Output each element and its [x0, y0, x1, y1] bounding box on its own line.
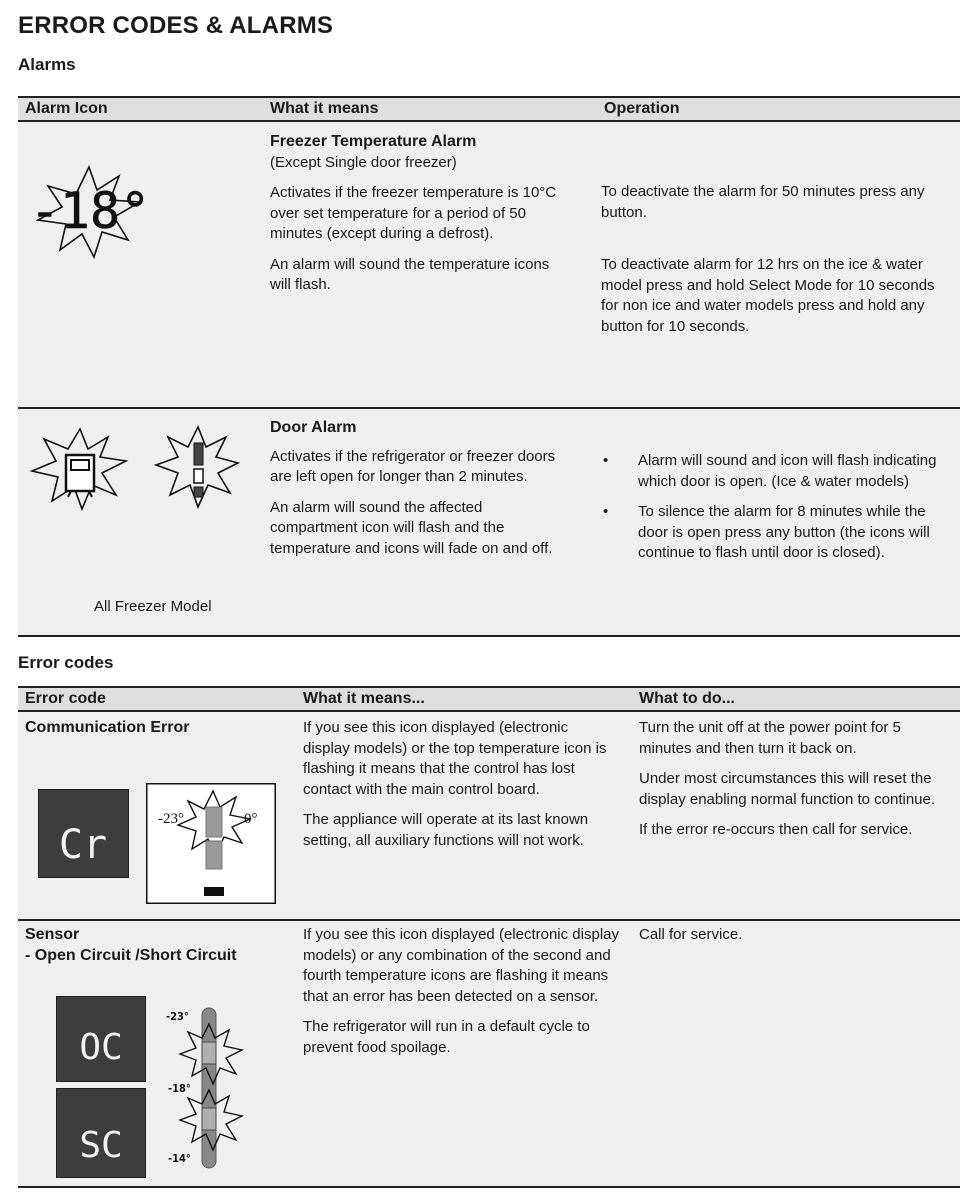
error-codes-table [18, 686, 960, 1188]
lcd-display-icon [39, 790, 128, 877]
sensor-code-oc: OC [79, 1027, 123, 1068]
door-alarm-bullet-1 [601, 451, 941, 492]
freezer-alarm-operation [601, 182, 951, 347]
row-divider [18, 407, 960, 409]
comm-error-title: Communication Error [25, 719, 190, 736]
bullet-symbol: • [603, 503, 609, 520]
freezer-alarm-meaning-1: Activates if the freezer temperature is 10°C over set temperature for a period of 50 minutes (except during a defrost). [270, 184, 557, 242]
row-divider [18, 919, 960, 921]
temperature-bar-icon [156, 427, 238, 507]
comm-error-lcd [38, 789, 129, 878]
door-alarm-icons [30, 421, 240, 516]
comm-error-meaning-2: The appliance will operate at its last known setting, all auxiliary functions will not work. [303, 811, 589, 849]
sensor-error-meaning [303, 925, 623, 1068]
sensor-error-title [25, 925, 237, 966]
door-alarm-bullet-text-1: Alarm will sound and icon will flash indicating which door is open. (Ice & water models) [638, 452, 937, 490]
sensor-temp-3: -14° [168, 1152, 191, 1165]
comm-error-code: Cr [58, 822, 108, 868]
sensor-error-title-2: - Open Circuit /Short Circuit [25, 946, 237, 964]
door-alarm-title: Door Alarm [270, 419, 357, 436]
comm-error-todo-3: If the error re-occurs then call for service. [639, 821, 913, 838]
door-alarm-meaning-1: Activates if the refrigerator or freezer doors are left open for longer than 2 minutes. [270, 447, 556, 485]
alarms-table [18, 96, 960, 637]
freezer-alarm-meaning-2: An alarm will sound the temperature icons will flash. [270, 255, 550, 293]
comm-error-todo [639, 718, 949, 851]
door-alarm-meaning-2: An alarm will sound the affected compartment icon will flash and the temperature and icons will fade on and off. [270, 498, 553, 557]
sensor-error-title-1: Sensor [25, 926, 80, 943]
door-alarm-bullet-text-2: To silence the alarm for 8 minutes while the door is open press any button (the icons will continue to flash until door is closed). [638, 503, 930, 561]
table-bottom-border [18, 1186, 960, 1188]
col-what-to-do: What to do... [639, 690, 735, 707]
col-what-it-means: What it means [270, 100, 379, 117]
sensor-code-sc: SC [79, 1125, 123, 1166]
lcd-display-icon [57, 1089, 145, 1177]
comm-temp-left: -23° [158, 811, 184, 827]
sensor-lcd-open-circuit [56, 996, 146, 1082]
door-alarm-model-label: All Freezer Model [94, 598, 212, 615]
col-operation: Operation [604, 100, 680, 117]
sensor-error-meaning-1: If you see this icon displayed (electronic display models) or any combination of the second and fourth temperature icons are flashing it means that an error has been detected on a sensor. [303, 926, 619, 1005]
sensor-temp-1: -23° [166, 1010, 189, 1023]
sensor-error-todo [639, 925, 949, 956]
bullet-symbol: • [603, 452, 609, 469]
comm-error-todo-1: Turn the unit off at the power point for 5 minutes and then turn it back on. [639, 719, 901, 757]
door-alarm-meaning [270, 418, 560, 569]
alarms-table-header [18, 96, 960, 122]
comm-error-meaning [303, 718, 618, 861]
sensor-temp-2: -18° [168, 1082, 191, 1095]
comm-temp-right: 0° [244, 811, 258, 827]
alarms-heading: Alarms [18, 55, 76, 74]
fridge-door-icon [32, 429, 126, 509]
error-table-header [18, 686, 960, 712]
door-alarm-operation-list [601, 451, 941, 574]
freezer-alarm-meaning [270, 132, 570, 306]
comm-error-temperature-icon [146, 783, 276, 904]
sensor-lcd-short-circuit [56, 1088, 146, 1178]
freezer-display-value: -18° [29, 182, 151, 240]
comm-error-meaning-1: If you see this icon displayed (electronic display models) or the top temperature icon is flashing it means that the control has lost contact with the main control board. [303, 719, 607, 798]
error-codes-heading: Error codes [18, 653, 114, 672]
comm-error-todo-2: Under most circumstances this will reset the display enabling normal function to continue. [639, 770, 936, 808]
door-alarm-bullet-2 [601, 502, 941, 564]
col-alarm-icon: Alarm Icon [25, 100, 108, 117]
freezer-alarm-subtitle: (Except Single door freezer) [270, 153, 457, 171]
freezer-alarm-operation-2: To deactivate alarm for 12 hrs on the ice & water model press and hold Select Mode for 10 seconds for non ice and water models press and hold any button for 10 seconds. [601, 256, 935, 335]
page-title: ERROR CODES & ALARMS [18, 12, 334, 39]
col-error-code: Error code [25, 690, 106, 707]
sensor-error-todo-1: Call for service. [639, 926, 743, 943]
sensor-error-meaning-2: The refrigerator will run in a default cycle to prevent food spoilage. [303, 1018, 590, 1056]
table-bottom-border [18, 635, 960, 637]
freezer-temperature-alarm-icon [24, 162, 154, 262]
lcd-display-icon [57, 997, 145, 1081]
sensor-temperature-bar-icon [158, 1004, 250, 1174]
freezer-alarm-operation-1: To deactivate the alarm for 50 minutes press any button. [601, 183, 925, 221]
col-error-meaning: What it means... [303, 690, 425, 707]
freezer-alarm-title: Freezer Temperature Alarm [270, 133, 477, 150]
